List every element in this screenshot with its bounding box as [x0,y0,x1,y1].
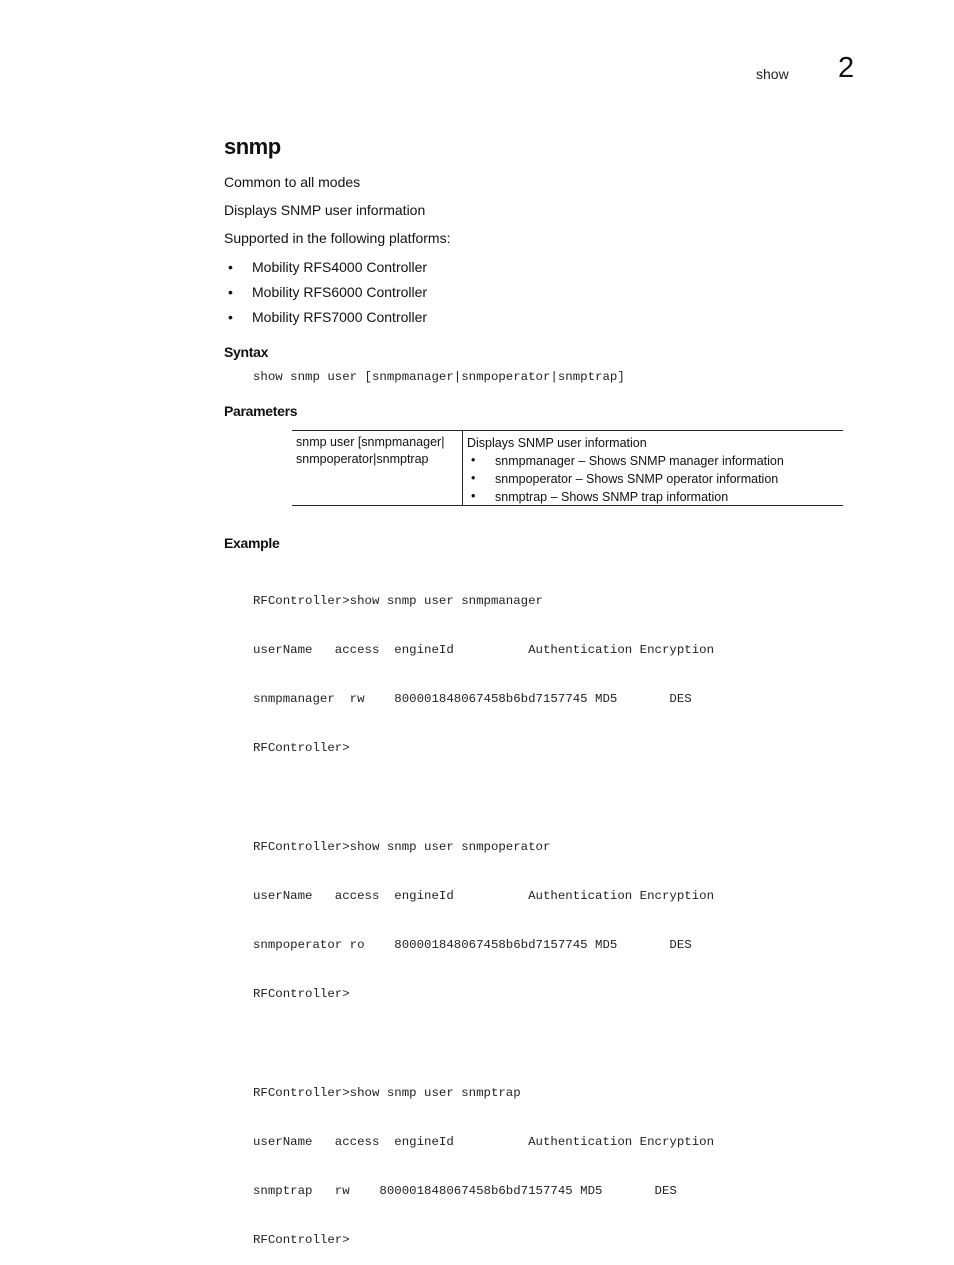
code-line: RFController> [253,1233,350,1248]
parameter-description-cell [463,431,843,505]
parameter-name-cell [292,431,463,505]
parameter-name-line: snmp user [snmpmanager| [296,435,445,449]
description-text: Displays SNMP user information [224,202,426,218]
bullet-icon: • [471,489,476,503]
list-item: • snmpmanager – Shows SNMP manager information [471,453,784,468]
code-line: RFController>show snmp user snmptrap [253,1085,521,1100]
code-line: snmpoperator ro 800001848067458b6bd7157745 MD5 DES [253,938,692,953]
list-item: • snmpoperator – Shows SNMP operator information [471,471,779,486]
bullet-icon: • [228,309,233,325]
parameter-name-line: snmpoperator|snmptrap [296,452,429,466]
code-line: RFController>show snmp user snmpoperator [253,839,551,854]
code-gap [253,790,714,806]
page-title: snmp [224,134,281,159]
code-line: snmptrap rw 800001848067458b6bd7157745 MD5 DES [253,1184,677,1199]
code-line: RFController> [253,741,350,756]
parameters-heading: Parameters [224,403,298,419]
chapter-number: 2 [838,52,855,84]
parameter-description: Displays SNMP user information [467,436,647,450]
running-header-section: show [756,66,789,82]
list-item: • Mobility RFS4000 Controller [228,259,428,275]
code-line: RFController>show snmp user snmpmanager [253,593,543,608]
code-line: userName access engineId Authentication Encryption [253,1135,715,1150]
bullet-icon: • [471,453,476,467]
platform-list [224,257,427,332]
code-gap [253,1036,714,1052]
bullet-icon: • [471,471,476,485]
platforms-intro: Supported in the following platforms: [224,230,451,246]
bullet-icon: • [228,284,233,300]
mode-text: Common to all modes [224,174,361,190]
syntax-heading: Syntax [224,344,269,360]
syntax-command: show snmp user [snmpmanager|snmpoperator|snmptrap] [253,370,625,384]
code-line: userName access engineId Authentication Encryption [253,889,715,904]
example-heading: Example [224,535,280,551]
parameter-options [467,452,839,506]
example-code [253,560,714,1265]
list-item: • Mobility RFS7000 Controller [228,309,428,325]
list-item: • Mobility RFS6000 Controller [228,284,428,300]
bullet-icon: • [228,259,233,275]
code-line: RFController> [253,987,350,1002]
list-item: • snmptrap – Shows SNMP trap information [471,489,729,504]
code-line: userName access engineId Authentication Encryption [253,643,715,658]
code-line: snmpmanager rw 800001848067458b6bd7157745 MD5 DES [253,692,692,707]
parameters-table [292,430,843,506]
